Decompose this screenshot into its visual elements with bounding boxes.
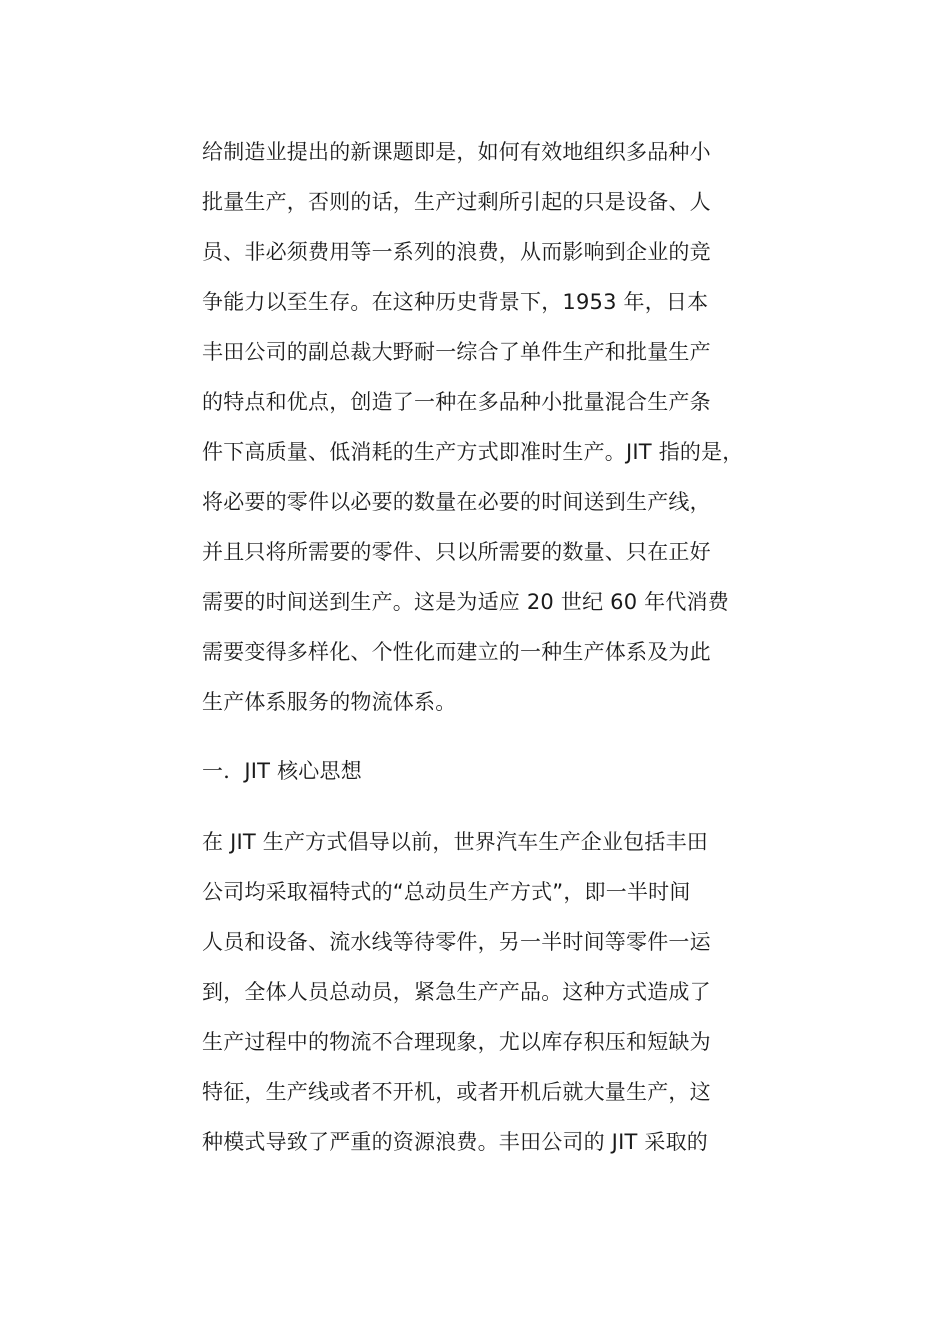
paragraph-2-line-6: 特征，生产线或者不开机，或者开机后就大量生产，这 bbox=[202, 1080, 711, 1104]
paragraph-1-line-9: 并且只将所需要的零件、只以所需要的数量、只在正好 bbox=[202, 540, 711, 564]
paragraph-1-line-10: 需要的时间送到生产。这是为适应 20 世纪 60 年代消费 bbox=[202, 590, 729, 614]
paragraph-1-line-12: 生产体系服务的物流体系。 bbox=[202, 690, 457, 714]
section-heading: 一．JIT 核心思想 bbox=[202, 759, 362, 783]
paragraph-1-line-4: 争能力以至生存。在这种历史背景下，1953 年，日本 bbox=[202, 290, 709, 314]
paragraph-1-line-1: 给制造业提出的新课题即是，如何有效地组织多品种小 bbox=[202, 140, 711, 164]
paragraph-2-line-4: 到，全体人员总动员，紧急生产产品。这种方式造成了 bbox=[202, 980, 711, 1004]
paragraph-2-line-7: 种模式导致了严重的资源浪费。丰田公司的 JIT 采取的 bbox=[202, 1130, 708, 1154]
paragraph-2-line-2: 公司均采取福特式的“总动员生产方式”，即一半时间 bbox=[202, 880, 691, 904]
paragraph-1-line-5: 丰田公司的副总裁大野耐一综合了单件生产和批量生产 bbox=[202, 340, 711, 364]
paragraph-1-line-6: 的特点和优点，创造了一种在多品种小批量混合生产条 bbox=[202, 390, 711, 414]
paragraph-2-line-5: 生产过程中的物流不合理现象，尤以库存积压和短缺为 bbox=[202, 1030, 711, 1054]
paragraph-2-line-3: 人员和设备、流水线等待零件，另一半时间等零件一运 bbox=[202, 930, 711, 954]
paragraph-2-line-1: 在 JIT 生产方式倡导以前，世界汽车生产企业包括丰田 bbox=[202, 830, 708, 854]
paragraph-1-line-7: 件下高质量、低消耗的生产方式即准时生产。JIT 指的是， bbox=[202, 440, 744, 464]
paragraph-1-line-2: 批量生产，否则的话，生产过剩所引起的只是设备、人 bbox=[202, 190, 711, 214]
paragraph-1-line-8: 将必要的零件以必要的数量在必要的时间送到生产线， bbox=[202, 490, 711, 514]
paragraph-1-line-3: 员、非必须费用等一系列的浪费，从而影响到企业的竞 bbox=[202, 240, 711, 264]
paragraph-1-line-11: 需要变得多样化、个性化而建立的一种生产体系及为此 bbox=[202, 640, 711, 664]
